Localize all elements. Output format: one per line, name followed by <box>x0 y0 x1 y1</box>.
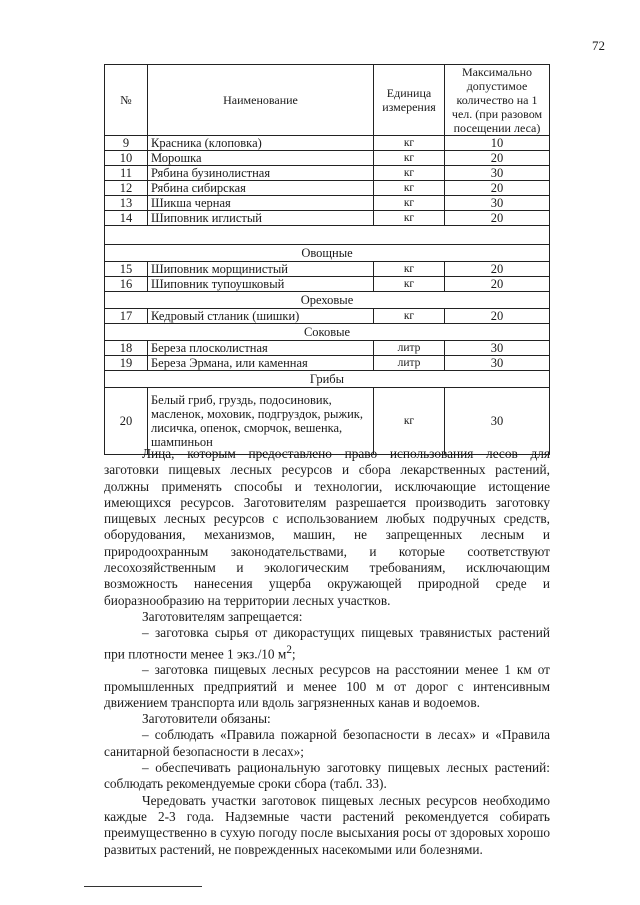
row-name: Белый гриб, груздь, подосиновик, масленок, моховик, подгруздок, рыжик, лисичка, опенок, сморчок, вешенка, шампиньон <box>148 388 374 455</box>
row-unit: кг <box>374 211 445 226</box>
table-row <box>105 262 550 277</box>
row-unit: кг <box>374 309 445 324</box>
section-row-vegetables <box>105 245 550 262</box>
row-max: 30 <box>445 196 550 211</box>
row-max: 30 <box>445 356 550 371</box>
section-title: Ореховые <box>105 292 550 309</box>
row-num: 16 <box>105 277 148 292</box>
row-num: 11 <box>105 166 148 181</box>
header-num: № <box>105 65 148 136</box>
row-unit: кг <box>374 166 445 181</box>
section-row-sap <box>105 324 550 341</box>
row-max: 30 <box>445 388 550 455</box>
row-name: Береза Эрмана, или каменная <box>148 356 374 371</box>
table-row <box>105 341 550 356</box>
paragraph: – соблюдать «Правила пожарной безопасности в лесах» и «Правила санитарной безопасности в лесах»; <box>104 727 550 759</box>
row-unit: кг <box>374 262 445 277</box>
table-row <box>105 181 550 196</box>
row-unit: кг <box>374 388 445 455</box>
paragraph-text: ; <box>291 645 296 661</box>
row-max: 30 <box>445 166 550 181</box>
row-name: Рябина бузинолистная <box>148 166 374 181</box>
row-name: Шиповник морщинистый <box>148 262 374 277</box>
row-unit: литр <box>374 341 445 356</box>
row-num: 15 <box>105 262 148 277</box>
row-name: Морошка <box>148 151 374 166</box>
table-row <box>105 309 550 324</box>
row-max: 10 <box>445 136 550 151</box>
row-max: 20 <box>445 151 550 166</box>
paragraph: Заготовители обязаны: <box>142 711 271 727</box>
row-name: Береза плосколистная <box>148 341 374 356</box>
table-row <box>105 196 550 211</box>
row-max: 20 <box>445 181 550 196</box>
row-num: 14 <box>105 211 148 226</box>
row-num: 19 <box>105 356 148 371</box>
body-text <box>104 446 550 858</box>
paragraph-text: – заготовка сырья от дикорастущих пищевых травянистых растений при плотности менее 1 экз./10 м <box>104 625 550 661</box>
superscript: 2 <box>286 643 292 656</box>
table-row <box>105 166 550 181</box>
row-name: Шиповник иглистый <box>148 211 374 226</box>
row-num: 17 <box>105 309 148 324</box>
row-name: Рябина сибирская <box>148 181 374 196</box>
row-unit: кг <box>374 136 445 151</box>
table-row <box>105 211 550 226</box>
paragraph: – обеспечивать рациональную заготовку пищевых лесных растений: соблюдать рекомендуемые сроки сбора (табл. 33). <box>104 760 550 792</box>
section-title: Овощные <box>105 245 550 262</box>
table-row <box>105 356 550 371</box>
paragraph: Чередовать участки заготовок пищевых лесных ресурсов необходимо каждые 2-3 года. Надземные части растений рекомендуется собирать преимущественно в сухую погоду после высыхания росы от здоровых хорошо развитых растений, не поврежденных насекомыми или болезнями. <box>104 792 550 857</box>
row-num: 10 <box>105 151 148 166</box>
row-name: Кедровый стланик (шишки) <box>148 309 374 324</box>
table-row <box>105 388 550 455</box>
row-max: 20 <box>445 262 550 277</box>
header-name: Наименование <box>148 65 374 136</box>
row-unit: кг <box>374 196 445 211</box>
paragraph <box>104 625 550 662</box>
paragraph: Заготовителям запрещается: <box>142 608 303 624</box>
row-num: 18 <box>105 341 148 356</box>
section-title: Соковые <box>105 324 550 341</box>
table-row <box>105 151 550 166</box>
section-row-nuts <box>105 292 550 309</box>
row-name: Шикша черная <box>148 196 374 211</box>
row-num: 13 <box>105 196 148 211</box>
section-row-mushrooms <box>105 371 550 388</box>
header-max: Максимально допустимое количество на 1 чел. (при разовом посещении леса) <box>445 65 550 136</box>
header-unit: Единица измерения <box>374 65 445 136</box>
row-unit: кг <box>374 277 445 292</box>
row-unit: кг <box>374 151 445 166</box>
row-max: 20 <box>445 211 550 226</box>
row-num: 12 <box>105 181 148 196</box>
footnote-separator <box>84 886 202 887</box>
table-row <box>105 277 550 292</box>
row-max: 30 <box>445 341 550 356</box>
page-number: 72 <box>592 38 605 53</box>
row-num: 20 <box>105 388 148 455</box>
paragraph: – заготовка пищевых лесных ресурсов на расстоянии менее 1 км от промышленных предприятий и менее 100 м от дорог с интенсивным движением транспорта или вдоль загрязненных канав и водоемов. <box>104 662 550 710</box>
table-header-row <box>105 65 550 136</box>
row-max: 20 <box>445 277 550 292</box>
row-max: 20 <box>445 309 550 324</box>
row-unit: литр <box>374 356 445 371</box>
section-title: Грибы <box>105 371 550 388</box>
table-spacer-row <box>105 226 550 245</box>
table-row <box>105 136 550 151</box>
norms-table <box>104 64 550 455</box>
row-name: Шиповник тупоушковый <box>148 277 374 292</box>
row-num: 9 <box>105 136 148 151</box>
row-unit: кг <box>374 181 445 196</box>
row-name: Красника (клоповка) <box>148 136 374 151</box>
paragraph: Лица, которым предоставлено право использования лесов для заготовки пищевых лесных ресурсов и сбора лекарственных растений, должны применять способы и технологии, исключающие истощение имеющихся ресурсов. Заготовителям разрешается производить заготовку пищевых лесных ресурсов с использованием любых подручных средств, оборудования, механизмов, машин, не запрещенных лесным и природоохранным законодательствами, и которые соответствуют лесохозяйственным и экологическим требованиям, исключающим возможность нанесения ущерба окружающей природной среде и биоразнообразию на территории лесных участков. <box>104 446 550 608</box>
